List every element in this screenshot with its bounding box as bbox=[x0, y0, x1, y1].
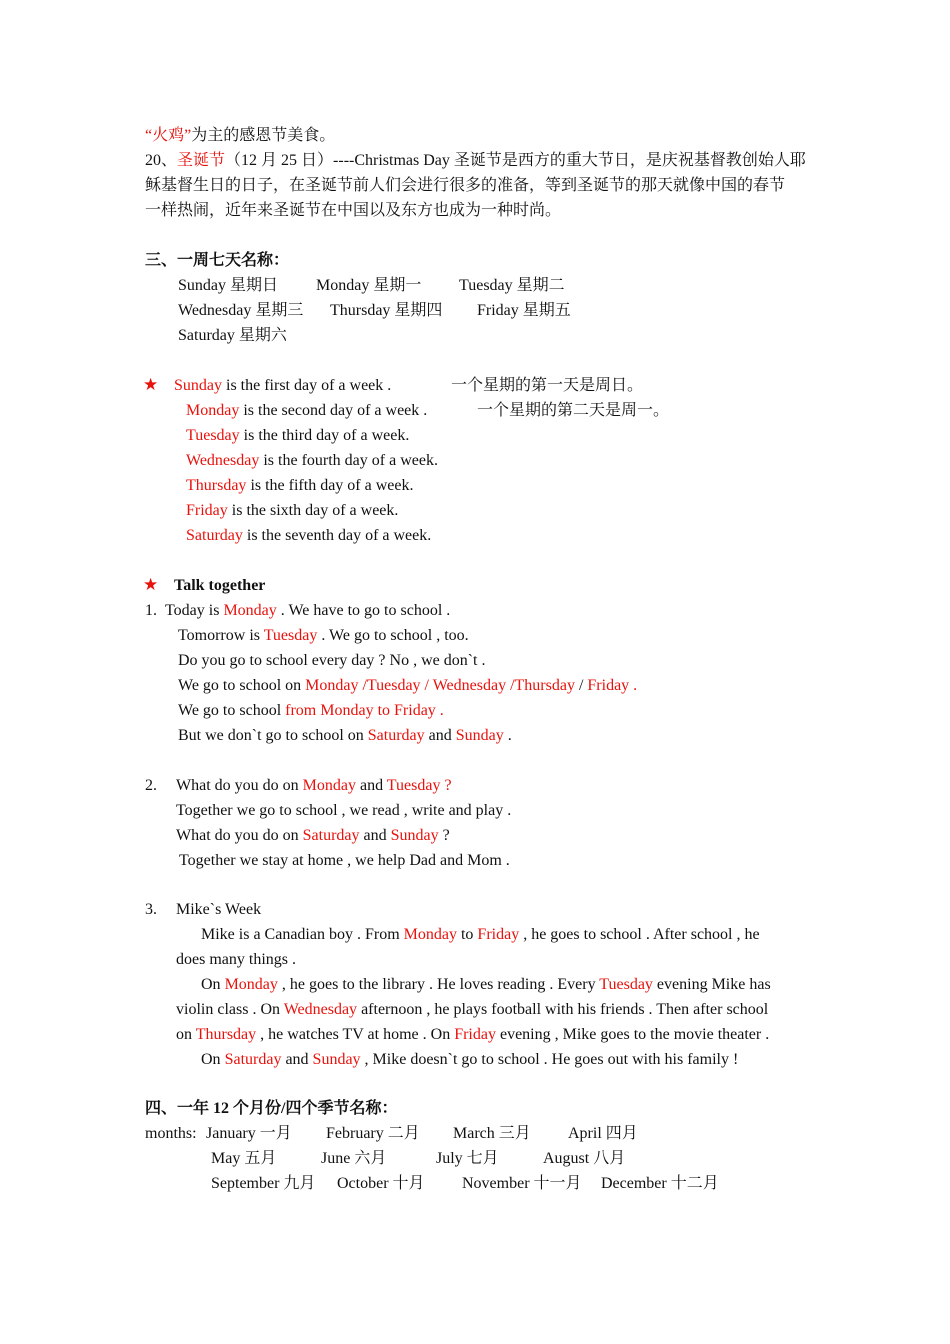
star-icon: ★ bbox=[143, 575, 159, 594]
item-number: 20、 bbox=[145, 152, 178, 169]
ordinal-line-6: Friday is the sixth day of a week. bbox=[186, 502, 399, 519]
ordinal-line-7: Saturday is the seventh day of a week. bbox=[186, 527, 432, 544]
s2-line-2: Together we go to school , we read , write and play . bbox=[176, 802, 512, 819]
ordinal-cn-1: 一个星期的第一天是周日。 bbox=[451, 377, 644, 394]
intro-text: （12 月 25 日）----Christmas Day 圣诞节是西方的重大节日，是庆祝基督教创始人耶 bbox=[225, 152, 806, 169]
week-row-3-a: Saturday 星期六 bbox=[178, 327, 287, 344]
section-2-number: 2. bbox=[145, 777, 157, 794]
month-nov: November 十一月 bbox=[462, 1175, 582, 1192]
month-aug: August 八月 bbox=[543, 1150, 626, 1167]
week-names-heading: 三、一周七天名称： bbox=[145, 252, 290, 269]
ordinal-line-5: Thursday is the fifth day of a week. bbox=[186, 477, 414, 494]
s1-line-2: Tomorrow is Tuesday . We go to school , too. bbox=[178, 627, 469, 644]
s3-para-2-line-3: on Thursday , he watches TV at home . On Friday evening , Mike goes to the movie theater . bbox=[176, 1026, 770, 1043]
s1-line-3: Do you go to school every day ? No , we don`t . bbox=[178, 652, 486, 669]
month-sep: September 九月 bbox=[211, 1175, 316, 1192]
ordinal-cn-2: 一个星期的第二天是周一。 bbox=[477, 402, 670, 419]
month-jan: January 一月 bbox=[206, 1125, 292, 1142]
talk-heading: Talk together bbox=[174, 577, 266, 594]
s3-para-1-line-2: does many things . bbox=[176, 951, 296, 968]
week-row-2-b: Thursday 星期四 bbox=[330, 302, 443, 319]
month-apr: April 四月 bbox=[568, 1125, 638, 1142]
intro-text: 为主的感恩节美食。 bbox=[191, 127, 336, 144]
month-feb: February 二月 bbox=[326, 1125, 420, 1142]
week-row-2-a: Wednesday 星期三 bbox=[178, 302, 304, 319]
intro-line-2 bbox=[145, 151, 806, 171]
s1-line-4: We go to school on Monday /Tuesday / Wednesday /Thursday / Friday . bbox=[178, 677, 638, 694]
s2-line-4: Together we stay at home , we help Dad and Mom . bbox=[179, 852, 510, 869]
ordinal-line-1: Sunday is the first day of a week . bbox=[174, 377, 392, 394]
s3-title: Mike`s Week bbox=[176, 901, 262, 918]
s1-line-1: Today is Monday . We have to go to school . bbox=[165, 602, 451, 619]
month-dec: December 十二月 bbox=[601, 1175, 719, 1192]
month-oct: October 十月 bbox=[337, 1175, 425, 1192]
week-row-1-b: Monday 星期一 bbox=[316, 277, 422, 294]
s3-para-2-line-2: violin class . On Wednesday afternoon , he plays football with his friends . Then after school bbox=[176, 1001, 769, 1018]
s3-para-1-line-1: Mike is a Canadian boy . From Monday to Friday , he goes to school . After school , he bbox=[201, 926, 760, 943]
s1-line-5: We go to school from Monday to Friday . bbox=[178, 702, 444, 719]
month-mar: March 三月 bbox=[453, 1125, 531, 1142]
section-3-number: 3. bbox=[145, 901, 157, 918]
turkey-term: “火鸡” bbox=[145, 127, 192, 144]
s2-line-3: What do you do on Saturday and Sunday ? bbox=[176, 827, 450, 844]
star-icon: ★ bbox=[143, 375, 159, 394]
section-1-number: 1. bbox=[145, 602, 157, 619]
ordinal-line-4: Wednesday is the fourth day of a week. bbox=[186, 452, 438, 469]
week-row-1-c: Tuesday 星期二 bbox=[459, 277, 565, 294]
intro-line-1 bbox=[145, 126, 335, 146]
s3-para-3: On Saturday and Sunday , Mike doesn`t go to school . He goes out with his family ! bbox=[201, 1051, 739, 1068]
s1-line-6: But we don`t go to school on Saturday and Sunday . bbox=[178, 727, 512, 744]
month-jul: July 七月 bbox=[436, 1150, 499, 1167]
week-row-1-a: Sunday 星期日 bbox=[178, 277, 279, 294]
months-heading: 四、一年 12 个月份/四个季节名称： bbox=[145, 1100, 398, 1117]
intro-line-4: 一样热闹，近年来圣诞节在中国以及东方也成为一种时尚。 bbox=[145, 202, 562, 219]
christmas-term: 圣诞节 bbox=[177, 152, 226, 169]
ordinal-line-3: Tuesday is the third day of a week. bbox=[186, 427, 410, 444]
months-label: months: bbox=[145, 1125, 197, 1142]
intro-line-3: 稣基督生日的日子，在圣诞节前人们会进行很多的准备，等到圣诞节的那天就像中国的春节 bbox=[145, 177, 786, 194]
month-may: May 五月 bbox=[211, 1150, 277, 1167]
s3-para-2-line-1: On Monday , he goes to the library . He loves reading . Every Tuesday evening Mike has bbox=[201, 976, 771, 993]
ordinal-line-2: Monday is the second day of a week . bbox=[186, 402, 428, 419]
month-jun: June 六月 bbox=[321, 1150, 387, 1167]
week-row-2-c: Friday 星期五 bbox=[477, 302, 571, 319]
s2-line-1: What do you do on Monday and Tuesday ? bbox=[176, 777, 452, 794]
